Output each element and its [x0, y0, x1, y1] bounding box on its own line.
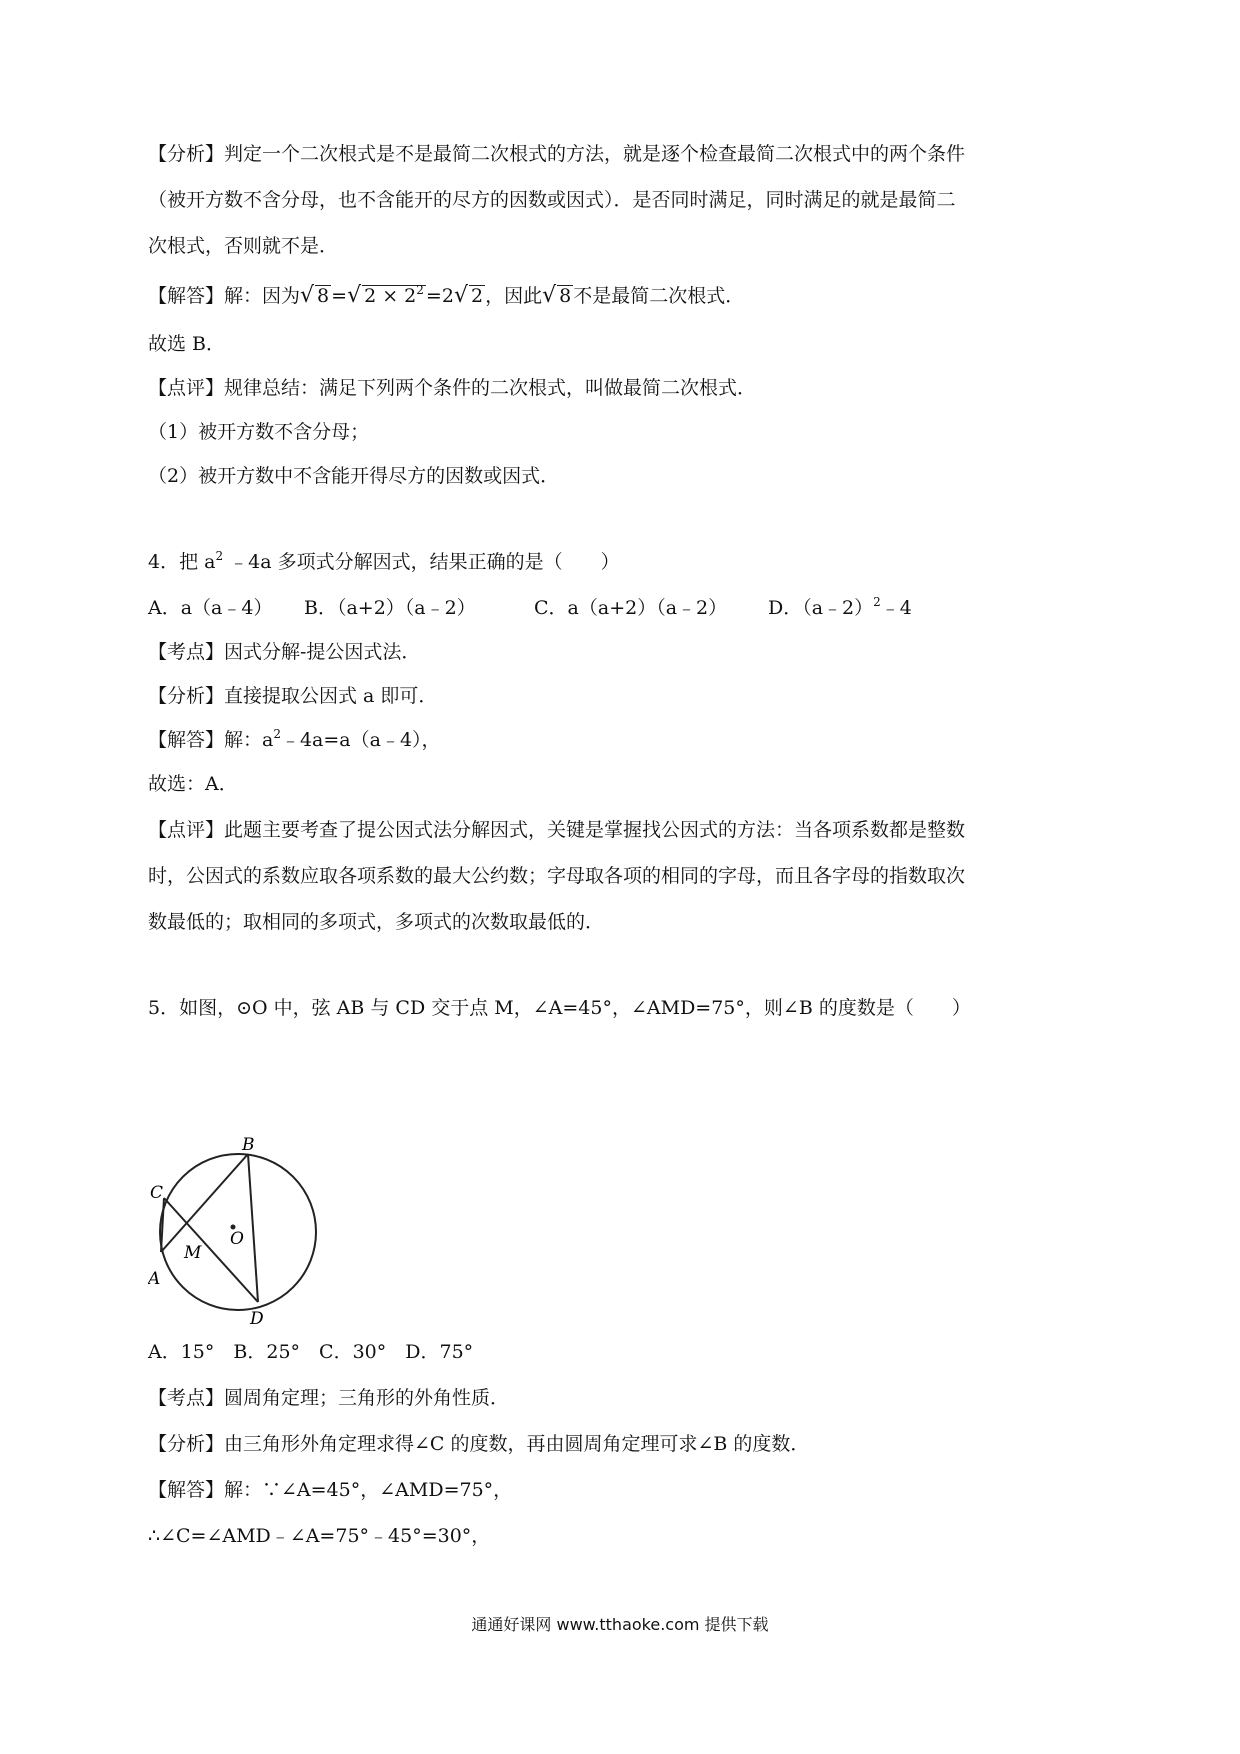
q4-comment-line-3: 数最低的；取相同的多项式，多项式的次数取最低的． [148, 911, 605, 933]
radical-sign-icon: √ [453, 283, 468, 308]
q3-answer-mid: ，因此 [485, 285, 543, 307]
q4-analysis: 【分析】直接提取公因式 a 即可． [148, 685, 438, 707]
q4-option-b: B．（a+2）（a﹣2） [304, 597, 476, 619]
q3-comment-line-3: （2）被开方数中不含能开得尽方的因数或因式． [148, 465, 560, 487]
q4-stem-a: 4．把 a [148, 551, 216, 573]
q3-radicand-4: 8 [559, 285, 572, 307]
q4-answer-exponent: 2 [273, 727, 281, 741]
q4-option-d-exponent: 2 [873, 595, 881, 609]
q3-choice: 故选 B． [148, 333, 226, 355]
q4-stem-b: ﹣4a 多项式分解因式，结果正确的是（ ） [223, 551, 620, 573]
q4-option-d-b: ﹣4 [880, 597, 912, 619]
label-d: D [250, 1309, 264, 1328]
q3-radicand-3: 2 [470, 285, 484, 307]
q3-radicand-2-exponent: 2 [416, 283, 424, 297]
radical-sign-icon: √ [347, 283, 362, 308]
q4-option-d-a: D．（a﹣2） [768, 597, 874, 619]
segment-ac [161, 1198, 164, 1252]
label-a: A [148, 1269, 161, 1289]
label-o: O [230, 1229, 244, 1249]
q5-answer-line-1: 【解答】解：∵∠A=45°，∠AMD=75°， [148, 1479, 513, 1501]
radical-sign-icon: √ [300, 283, 315, 308]
q5-analysis: 【分析】由三角形外角定理求得∠C 的度数，再由圆周角定理可求∠B 的度数． [148, 1433, 810, 1455]
circle-geometry-figure [148, 1132, 328, 1328]
label-b: B [242, 1135, 255, 1155]
q3-answer-line [148, 282, 744, 310]
q5-options: A．15° B．25° C．30° D．75° [148, 1341, 474, 1363]
label-c: C [150, 1183, 164, 1203]
chord-cd [164, 1198, 258, 1302]
q4-answer-b: ﹣4a=a（a﹣4）， [280, 729, 441, 751]
q3-answer-suffix: 不是最简二次根式． [573, 285, 745, 307]
q3-comment-line-1: 【点评】规律总结：满足下列两个条件的二次根式，叫做最简二次根式． [148, 377, 757, 399]
q3-analysis-line-3: 次根式，否则就不是． [148, 235, 339, 257]
q4-comment-line-2: 时，公因式的系数应取各项系数的最大公约数；字母取各项的相同的字母，而且各字母的指数取次 [148, 865, 966, 887]
q4-options [148, 594, 912, 622]
radical-sign-icon: √ [542, 283, 557, 308]
q3-analysis-line-2: （被开方数不含分母，也不含能开的尽方的因数或因式）．是否同时满足，同时满足的就是最简二 [148, 189, 956, 211]
q4-stem-exponent: 2 [215, 549, 224, 563]
q4-kaodian: 【考点】因式分解-提公因式法． [148, 641, 421, 663]
q3-comment-line-2: （1）被开方数不含分母； [148, 421, 370, 443]
q3-equals-1: = [331, 285, 348, 307]
q3-radicand-2 [362, 285, 426, 306]
q5-stem: 5．如图，⊙O 中，弦 AB 与 CD 交于点 M，∠A=45°，∠AMD=75°，则∠B 的度数是（ ） [148, 997, 971, 1019]
q4-option-d [768, 594, 912, 622]
q3-radicand-1: 8 [317, 285, 330, 307]
q3-equals-2: =2 [425, 285, 454, 307]
q3-radicand-2-base: 2 × 2 [364, 285, 417, 307]
q5-kaodian: 【考点】圆周角定理；三角形的外角性质． [148, 1387, 510, 1409]
label-m: M [184, 1243, 202, 1263]
q3-analysis-line-1: 【分析】判定一个二次根式是不是最简二次根式的方法，就是逐个检查最简二次根式中的两个条件 [148, 143, 966, 165]
q5-answer-line-2: ∴∠C=∠AMD﹣∠A=75°﹣45°=30°， [148, 1525, 491, 1547]
segment-bd [248, 1154, 258, 1302]
q4-answer-a: 【解答】解：a [148, 729, 274, 751]
q4-choice: 故选：A． [148, 773, 238, 795]
q4-stem [148, 548, 620, 576]
q4-option-c: C．a（a+2）（a﹣2） [534, 597, 728, 619]
page-footer: 通通好课网 www.tthaoke.com 提供下载 [471, 1615, 769, 1634]
q4-option-a: A．a（a﹣4） [148, 597, 273, 619]
q4-comment-line-1: 【点评】此题主要考查了提公因式法分解因式，关键是掌握找公因式的方法：当各项系数都是整数 [148, 819, 966, 841]
q3-answer-prefix: 【解答】解：因为 [148, 285, 301, 307]
q4-answer [148, 726, 441, 754]
